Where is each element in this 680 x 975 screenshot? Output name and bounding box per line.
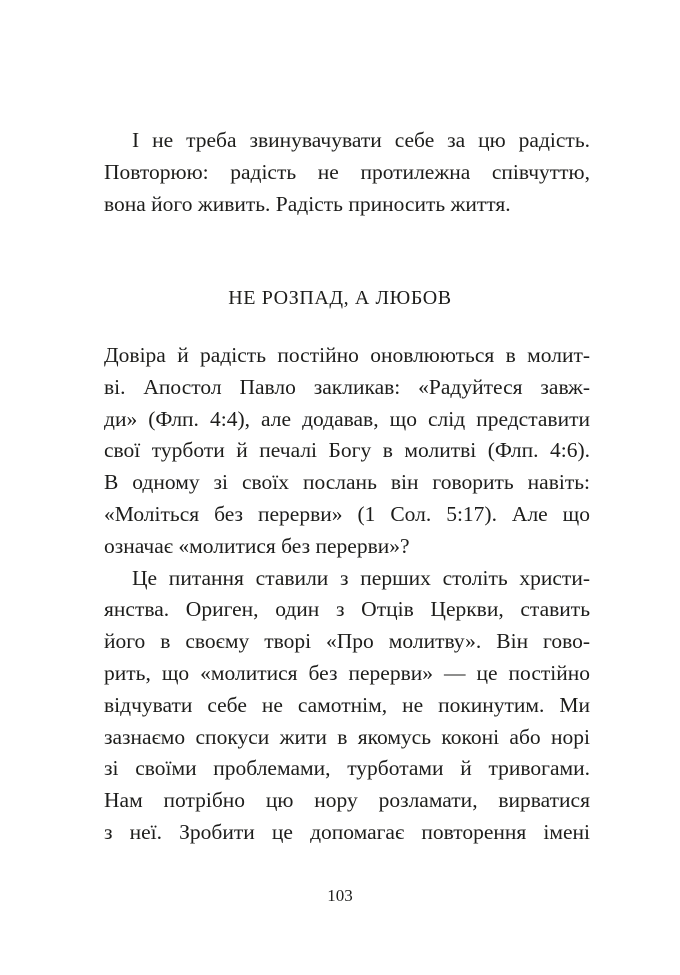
text-line: Довіра й радість постійно оновлюються в молит- xyxy=(104,343,590,367)
text-line: свої турботи й печалі Богу в молитві (Флп. 4:6). xyxy=(104,438,590,463)
text-line: з неї. Зробити це допомагає повторення імені xyxy=(104,819,590,844)
text-line: ві. Апостол Павло закликав: «Радуйтеся завж- xyxy=(104,374,590,399)
page-number: 103 xyxy=(327,886,353,905)
text-line: зі своїми проблемами, турботами й тривогами. xyxy=(104,756,590,781)
text-line: його в своєму творі «Про молитву». Він гово- xyxy=(104,629,590,654)
text-line: ди» (Флп. 4:4), але додавав, що слід представити xyxy=(104,406,590,431)
text-line: вона його живить. Радість приносить життя. xyxy=(104,191,511,216)
text-line: В одному зі своїх послань він говорить навіть: xyxy=(104,470,590,495)
text-line: означає «молитися без перерви»? xyxy=(104,533,410,558)
text-line: Нам потрібно цю нору розламати, вирватися xyxy=(104,788,590,813)
paragraph-joy xyxy=(104,125,590,220)
text-line: зазнаємо спокуси жити в якомусь коконі або норі xyxy=(104,724,590,749)
section-heading: НЕ РОЗПАД, А ЛЮБОВ xyxy=(228,287,452,309)
text-line: відчувати себе не самотнім, не покинутим. Ми xyxy=(104,692,590,717)
text-line: «Моліться без перерви» (1 Сол. 5:17). Але що xyxy=(104,501,590,526)
text-line: Це питання ставили з перших століть христи- xyxy=(132,565,590,590)
text-line: Повторюю: радість не протилежна співчуттю, xyxy=(104,159,590,184)
text-line: янства. Ориген, один з Отців Церкви, ставить xyxy=(104,597,590,622)
text-line: рить, що «молитися без перерви» — це постійно xyxy=(104,660,590,685)
text-line: І не треба звинувачувати себе за цю радість. xyxy=(132,128,590,152)
body-text xyxy=(104,340,590,849)
